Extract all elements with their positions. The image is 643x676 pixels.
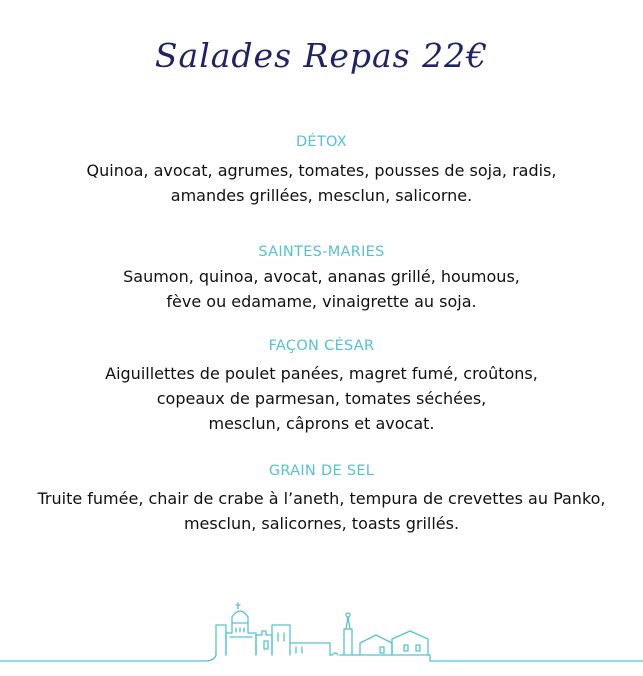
section-grain-de-sel	[0, 461, 643, 536]
section-description	[0, 486, 643, 536]
section-description	[0, 361, 643, 436]
section-description	[0, 264, 643, 314]
description-line: Aiguillettes de poulet panées, magret fumé, croûtons,	[105, 364, 538, 383]
section-facon-cesar	[0, 336, 643, 436]
description-line: copeaux de parmesan, tomates séchées,	[156, 389, 487, 408]
description-line: Quinoa, avocat, agrumes, tomates, pousses de soja, radis,	[86, 161, 557, 180]
description-line: mesclun, câprons et avocat.	[208, 414, 435, 433]
section-description	[0, 158, 643, 208]
section-title: FAÇON CÉSAR	[268, 338, 375, 354]
description-line: amandes grillées, mesclun, salicorne.	[170, 186, 473, 205]
description-line: mesclun, salicornes, toasts grillés.	[183, 514, 460, 533]
section-title: GRAIN DE SEL	[268, 463, 375, 479]
description-line: Saumon, quinoa, avocat, ananas grillé, houmous,	[123, 267, 520, 286]
section-title: DÉTOX	[295, 134, 348, 150]
section-title: SAINTES-MARIES	[258, 244, 385, 260]
village-skyline-illustration	[0, 595, 643, 670]
description-line: Truite fumée, chair de crabe à l’aneth, tempura de crevettes au Panko,	[37, 489, 606, 508]
description-line: fève ou edamame, vinaigrette au soja.	[166, 292, 477, 311]
menu-title: Salades Repas 22€	[154, 36, 489, 75]
section-saintes-maries	[0, 242, 643, 314]
section-detox	[0, 132, 643, 208]
